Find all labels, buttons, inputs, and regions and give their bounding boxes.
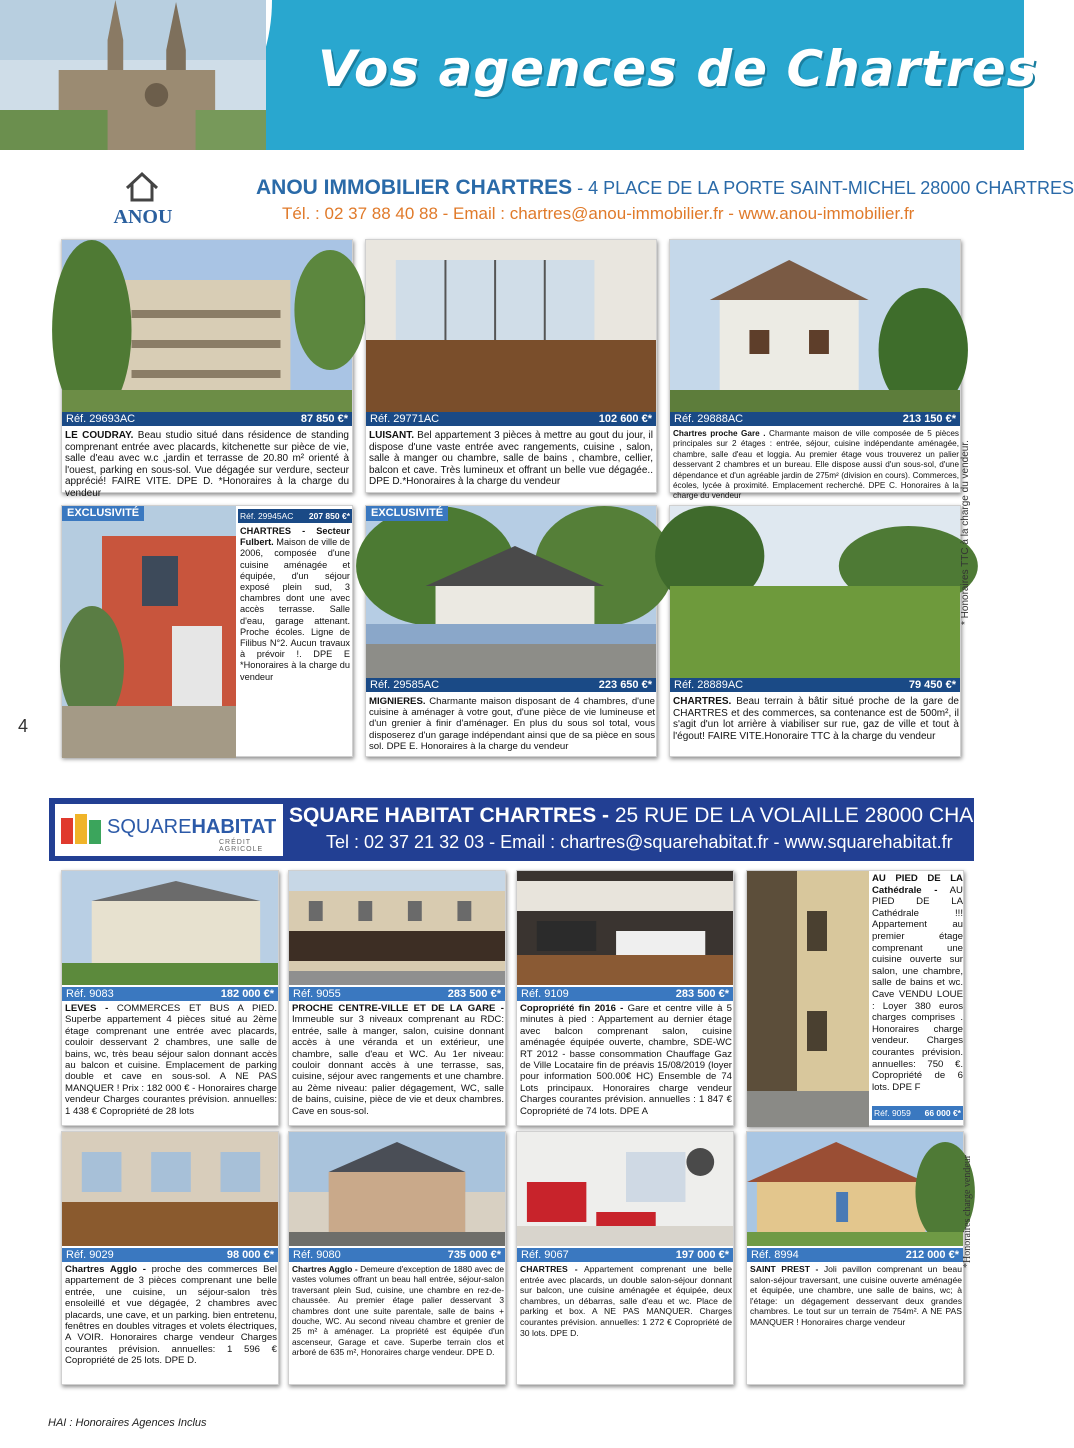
listing-card[interactable]	[669, 239, 961, 501]
page-header	[0, 0, 1038, 150]
anou-agency-header	[60, 168, 1074, 234]
listing-text: Demeure d'exception de 1880 avec de vastes volumes offrant un beau hall entrée, séjour-salon traversant plein Sud, cuisine, une chambre en rez-de-chaussée. Au premier étage palier desservant 3 chambres dont une suite parentale, salle de bains + douche, WC. Au second niveau chambre et grenier de 25 m² à aménager. La propriété est équipée d'un ascenseur, Garage et cave. Superbe terrain clos et arboré de 635 m², Honoraires charge vendeur. DPE D.	[292, 1264, 504, 1358]
listing-photo	[289, 871, 505, 985]
square-habitat-logo-icon	[59, 810, 103, 850]
listing-title: LE COUDRAY.	[65, 430, 134, 441]
listing-title: AU PIED DE LA Cathédrale -	[872, 873, 963, 896]
square-habitat-header	[49, 798, 1045, 861]
listing-description	[292, 1003, 504, 1117]
listing-title: CHARTRES.	[673, 696, 732, 707]
listing-ref-bar	[872, 1106, 963, 1120]
listing-ref-bar	[62, 987, 278, 1001]
listing-ref-bar	[747, 1248, 963, 1262]
page-number: 4	[18, 716, 29, 736]
listing-description	[292, 1264, 504, 1358]
listing-card[interactable]	[61, 870, 279, 1126]
listing-card[interactable]	[288, 1131, 506, 1385]
listing-price: 212 000 €*	[905, 1249, 959, 1261]
listing-ref: Réf. 29693AC	[66, 413, 136, 425]
listing-ref: Réf. 9055	[293, 988, 341, 1000]
listing-description	[369, 430, 653, 488]
listing-ref-bar	[238, 509, 352, 523]
listing-price: 283 500 €*	[447, 988, 501, 1000]
listing-price: 79 450 €*	[908, 679, 956, 691]
listing-ref: Réf. 9059	[874, 1108, 911, 1118]
anou-address: - 4 PLACE DE LA PORTE SAINT-MICHEL 28000 CHARTRES	[572, 178, 1074, 198]
listing-ref: Réf. 9109	[521, 988, 569, 1000]
listing-photo	[62, 1132, 278, 1246]
listing-text: AU PIED DE LA Cathédrale !!! Appartement au premier étage comprenant une cuisine ouverte sur salon, une chambre, salle de bains et wc. Cave VENDU LOUE : Loyer 380 euros charges comprises . Honoraires charge vendeur. Charges courantes prévision. annuelles: 750 €. Copropriété de 6 lots. DPE F	[872, 884, 963, 1093]
listing-text: Gare et centre ville à 5 minutes à pied : Appartement au dernier étage avec balcon comprenant salon, cuisine aménagée équipée ouverte, chambre, SDE-WC RT 2012 - basse consommation Chauffage Gaz de Ville Locataire fin de préavis 15/08/2019 (loyer pour information 500.00€ HC) Ensemble de 74 Lots principaux. Honoraires charge vendeur Charges courantes prévision. annuelles : 1 847 € Copropriété de 74 lots. DPE A	[520, 1003, 733, 1117]
listing-text: Appartement comprenant une belle entrée avec placards, un double salon-séjour donnant sur balcon, une cuisine aménagée et équipée, deux chambres, un débarras, salle d'eau et wc. Place de parking et box. A NE PAS MANQUER. Charges courantes prévision. annuelles: 1 272 € Copropriété de 30 lots. DPE D.	[520, 1264, 732, 1338]
listing-photo	[62, 240, 352, 412]
listing-price: 283 500 €*	[675, 988, 729, 1000]
listing-photo	[62, 871, 278, 985]
listing-text: Immeuble sur 3 niveaux comprenant au RDC: entrée, salle à manger, salon, cuisine donnant accès à une véranda et un extérieur, une chambre, salle d'eau et WC. Au 1er niveau: couloir donnant accès à une terrasse, sas, cuisine, séjour avec rangements et une chambre. au 2ème niveau: palier dégagement, WC, salle de bains, cuisine, pièce de vie et deux chambres. Cave en sous-sol.	[292, 1014, 504, 1117]
listing-ref-bar	[517, 1248, 733, 1262]
listing-price: 197 000 €*	[675, 1249, 729, 1261]
listing-ref: Réf. 9083	[66, 988, 114, 1000]
listing-text: Beau studio situé dans résidence de standing comprenant entrée avec placards, kitchenette sur pièce de vie, salle d'eau avec w.c ,jardin et terrasse de 20.80 m² orienté à l'ouest, parking en sous-sol. Vue dégagée sur verdure, secteur apprécié! FAIRE VITE. DPE D. *Honoraires à la charge du vendeur	[65, 430, 349, 499]
listing-text: Charmante maison de ville composée de 5 pièces principales sur 2 étages : entrée, séjour, cuisine indépendante aménagée, chambre, salle d'eau et loggia. Au premier étage vous trouverez un palier desservant 2 chambres et un bureau. Elle dispose aussi d'un sous-sol, d'une dépendance et d'un agréable jardin de 275m² (division en cours). Commerces, écoles, lycée à proximité. Emplacement recherché. DPE C. Honoraires à la charge du vendeur	[673, 429, 959, 501]
listing-photo	[517, 871, 733, 985]
listing-title: CHARTRES - Secteur Fulbert.	[240, 526, 350, 548]
listing-price: 182 000 €*	[220, 988, 274, 1000]
listing-text: Maison de ville de 2006, composée d'une cuisine aménagée et équipée, d'un séjour exposé plein sud, 3 chambres dont une avec accès terrasse. Salle d'eau, garage attenant. Proche écoles. Ligne de Filibus N°2. Aucun travaux à prévoir !. DPE E *Honoraires à la charge du vendeur	[240, 537, 350, 682]
listing-ref: Réf. 29771AC	[370, 413, 440, 425]
square-habitat-logo-name: SQUAREHABITAT	[107, 816, 277, 838]
listing-card[interactable]	[288, 870, 506, 1126]
listing-ref-bar	[517, 987, 733, 1001]
listing-title: Copropriété fin 2016 -	[520, 1003, 624, 1014]
listing-description	[65, 1264, 277, 1367]
listing-ref: Réf. 9067	[521, 1249, 569, 1261]
listing-ref: Réf. 28889AC	[674, 679, 744, 691]
house-icon	[124, 170, 160, 204]
listing-ref-bar	[62, 412, 352, 426]
listing-description	[65, 1003, 277, 1117]
listing-price: 213 150 €*	[902, 413, 956, 425]
listing-description	[750, 1264, 962, 1328]
listing-card[interactable]	[669, 505, 961, 757]
listing-card[interactable]	[516, 1131, 734, 1385]
listing-price: 223 650 €*	[598, 679, 652, 691]
listing-description	[673, 696, 959, 742]
listing-photo	[517, 1132, 733, 1246]
listing-card[interactable]	[365, 505, 657, 757]
cathedral-photo	[0, 0, 272, 150]
exclusivity-badge: EXCLUSIVITÉ	[366, 506, 448, 521]
listing-ref: Réf. 8994	[751, 1249, 799, 1261]
anou-contact[interactable]: Tél. : 02 37 88 40 88 - Email : chartres@anou-immobilier.fr - www.anou-immobilier.fr	[282, 204, 915, 223]
listing-price: 735 000 €*	[447, 1249, 501, 1261]
listing-title: CHARTRES -	[520, 1264, 578, 1274]
listing-description	[673, 429, 959, 502]
anou-logo	[108, 170, 178, 234]
listing-photo	[62, 506, 236, 758]
listing-title: SAINT PREST -	[750, 1264, 819, 1274]
listing-price: 207 850 €*	[308, 511, 350, 521]
listing-card[interactable]	[746, 1131, 964, 1385]
listing-description	[240, 526, 350, 683]
listing-title: LEVES -	[65, 1003, 109, 1014]
listing-title: PROCHE CENTRE-VILLE ET DE LA GARE -	[292, 1003, 504, 1014]
listing-ref: Réf. 29585AC	[370, 679, 440, 691]
listing-description	[65, 430, 349, 500]
listing-title: LUISANT.	[369, 430, 414, 441]
listing-ref: Réf. 29888AC	[674, 413, 744, 425]
listing-text: Charmante maison disposant de 4 chambres, d'une cuisine à aménager à votre gout, d'une pièce de vie lumineuse et d'un grenier à finir d'aménager. En plus du sous sol total, vous disposerez d'un garage indépendant ainsi que de sa pièce en sous sol. DPE E. Honoraires à la charge du vendeur	[369, 696, 655, 752]
listing-photo	[747, 871, 869, 1127]
listing-price: 66 000 €*	[924, 1108, 961, 1118]
listing-title: Chartres proche Gare .	[673, 429, 766, 438]
listing-price: 98 000 €*	[226, 1249, 274, 1261]
footer-note: HAI : Honoraires Agences Inclus	[48, 1417, 207, 1429]
listing-photo	[747, 1132, 963, 1246]
listing-title: Chartres Agglo -	[292, 1264, 358, 1274]
listing-text: Beau terrain à bâtir situé proche de la gare de CHARTRES et des commerces, sa contenance est de 500m², il s'agit d'un lot arrière à viabiliser sur rue, gaz de ville et tout à l'égout! FAIRE VITE.Honoraire TTC à la charge du vendeur	[673, 696, 959, 742]
listing-ref-bar	[366, 678, 656, 692]
listing-card[interactable]	[61, 505, 353, 757]
square-habitat-logo-sub: CRÉDIT AGRICOLE	[219, 839, 264, 853]
listing-ref: Réf. 9080	[293, 1249, 341, 1261]
anou-agency-name: ANOU IMMOBILIER CHARTRES	[256, 176, 573, 199]
listing-ref: Réf. 9029	[66, 1249, 114, 1261]
listing-description	[872, 873, 963, 1093]
listing-card[interactable]	[746, 870, 964, 1126]
square-contact[interactable]: Tel : 02 37 21 32 03 - Email : chartres@squarehabitat.fr - www.squarehabitat.fr	[326, 832, 953, 852]
listing-photo	[366, 506, 656, 678]
listing-card[interactable]	[61, 1131, 279, 1385]
listing-ref: Réf. 29945AC	[240, 511, 294, 521]
square-title-line	[289, 804, 1044, 828]
listing-title: MIGNIERES.	[369, 696, 426, 707]
listing-ref-bar	[670, 678, 960, 692]
square-habitat-logo	[55, 804, 283, 856]
listing-ref-bar	[62, 1248, 278, 1262]
listing-title: Chartres Agglo -	[65, 1264, 146, 1275]
listing-card[interactable]	[61, 239, 353, 499]
listing-price: 102 600 €*	[598, 413, 652, 425]
listing-card[interactable]	[365, 239, 657, 493]
listing-description	[369, 696, 655, 752]
fees-note: * Honoraires TTC à la charge du vendeur.	[960, 440, 971, 625]
anou-logo-text: ANOU	[113, 206, 173, 228]
listing-description	[520, 1003, 732, 1117]
listing-text: COMMERCES ET BUS A PIED. Superbe appartement 4 pièces situé au 2ème étage comprenant une entrée avec placards, couloir desservant 2 chambres, une salle de bains, wc, très beau séjour salon donnant accès au balcon et cuisine. Emplacement de parking double et cave en sous-sol. A NE PAS MANQUER ! Prix : 182 000 € - Honoraires charge vendeur Charges courantes prévision. annuelles: 1 438 € Copropriété de 28 lots	[65, 1003, 277, 1117]
listing-photo	[289, 1132, 505, 1246]
listing-ref-bar	[366, 412, 656, 426]
listing-ref-bar	[670, 412, 960, 426]
listing-description	[520, 1264, 732, 1338]
listing-photo	[366, 240, 656, 412]
page-title: Vos agences de Chartres	[318, 40, 1038, 98]
listing-ref-bar	[289, 987, 505, 1001]
square-address: 25 RUE DE LA VOLAILLE 28000 CHARTRES	[609, 804, 1045, 827]
listing-photo	[670, 506, 960, 678]
exclusivity-badge: EXCLUSIVITÉ	[62, 506, 144, 521]
listing-price: 87 850 €*	[300, 413, 348, 425]
listing-photo	[670, 240, 960, 412]
listing-card[interactable]	[516, 870, 734, 1126]
anou-title-line	[256, 176, 1074, 200]
fees-note-square: *Honoraires charge vendeur	[962, 1154, 973, 1268]
listing-text: Joli pavillon comprenant un beau salon-séjour traversant, une cuisine ouverte aménagée et équipée, une chambre, une salle de bains, wc; à l'étage: un dégagement desservant deux grandes chambres. Le tout sur un terrain de 754m². A NE PAS MANQUER ! Honoraires charge vendeur	[750, 1264, 962, 1327]
listing-text: Bel appartement 3 pièces à mettre au gout du jour, il dispose d'une vaste entrée avec rangements, cuisine , salon, salle à manger ou chambre, salle de bains , chambre, cellier, balcon et cave. Très lumineux et offrant un belle vue dégagée.. DPE D.*Honoraires à la charge du vendeur	[369, 430, 653, 488]
listing-ref-bar	[289, 1248, 505, 1262]
square-agency-name: SQUARE HABITAT CHARTRES -	[289, 804, 610, 827]
listing-text: proche des commerces Bel appartement de 3 pièces comprenant une belle entrée, une cuisine, un séjour-salon très ensoleillé et vue dégagée, 2 chambres avec placards, une cave, et un parking. bien entretenu, fenêtres en doubles vitrages et volets électriques, A VOIR. Honoraires charge vendeur Charges courantes prévision. annuelles: 1 596 € Copropriété de 25 lots. DPE D.	[65, 1264, 277, 1367]
